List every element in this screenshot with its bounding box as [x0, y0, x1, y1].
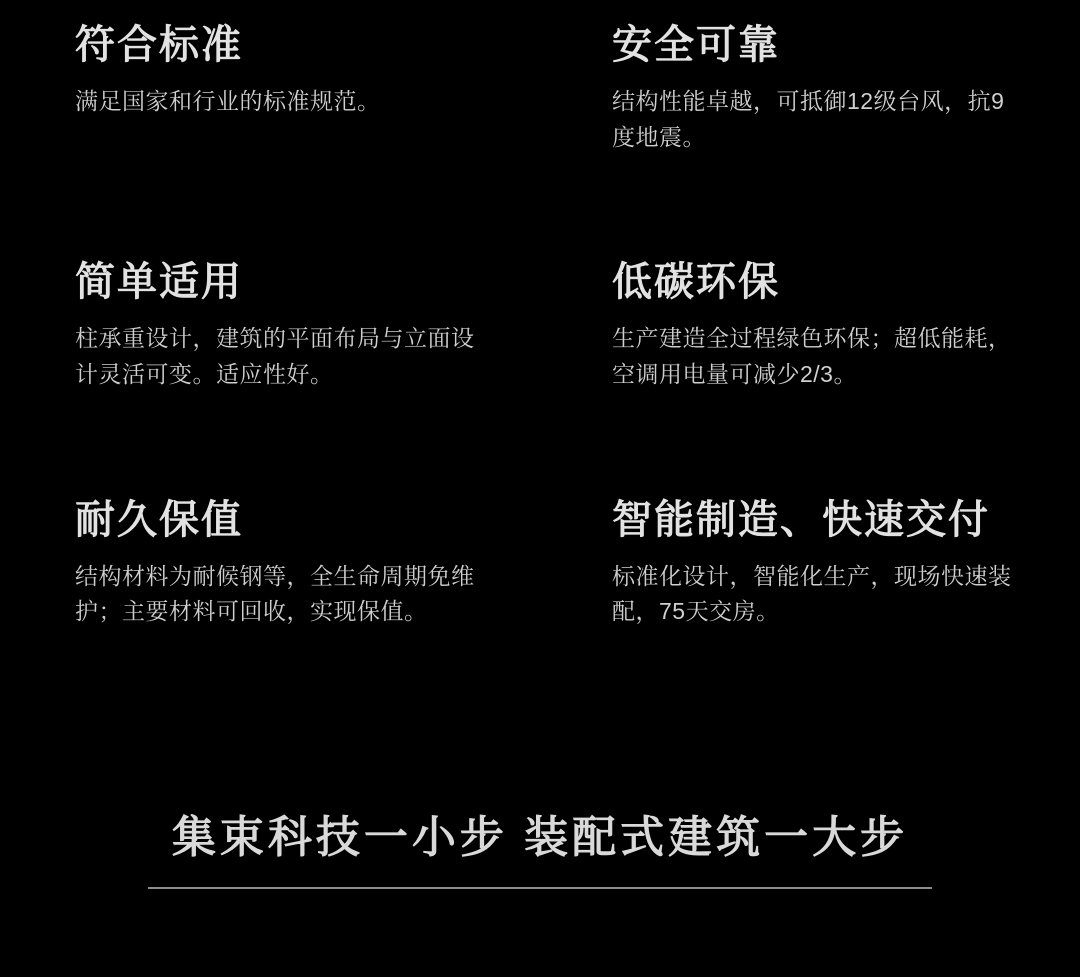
slogan-divider — [148, 887, 932, 889]
feature-title: 符合标准 — [75, 23, 243, 67]
feature-description: 生产建造全过程绿色环保；超低能耗，空调用电量可减少2/3。 — [612, 325, 1012, 387]
slogan-text: 集束科技一小步 装配式建筑一大步 — [171, 813, 909, 862]
feature-description: 柱承重设计，建筑的平面布局与立面设计灵活可变。适应性好。 — [75, 325, 475, 387]
feature-grid — [0, 22, 1080, 630]
feature-card-2 — [0, 22, 1080, 155]
feature-title: 安全可靠 — [612, 23, 780, 67]
feature-title: 耐久保值 — [75, 497, 243, 542]
feature-card-6 — [0, 497, 1080, 630]
feature-title: 智能制造、快速交付 — [612, 497, 990, 542]
feature-description: 满足国家和行业的标准规范。 — [75, 88, 381, 114]
slogan-section — [0, 812, 1080, 889]
feature-description: 结构性能卓越，可抵御12级台风，抗9度地震。 — [612, 88, 1005, 150]
feature-description: 结构材料为耐候钢等，全生命周期免维护；主要材料可回收，实现保值。 — [75, 562, 475, 625]
feature-title: 低碳环保 — [612, 260, 780, 305]
feature-description: 标准化设计，智能化生产，现场快速装配，75天交房。 — [612, 562, 1012, 625]
feature-title: 简单适用 — [75, 260, 243, 305]
feature-card-4 — [0, 259, 1080, 392]
